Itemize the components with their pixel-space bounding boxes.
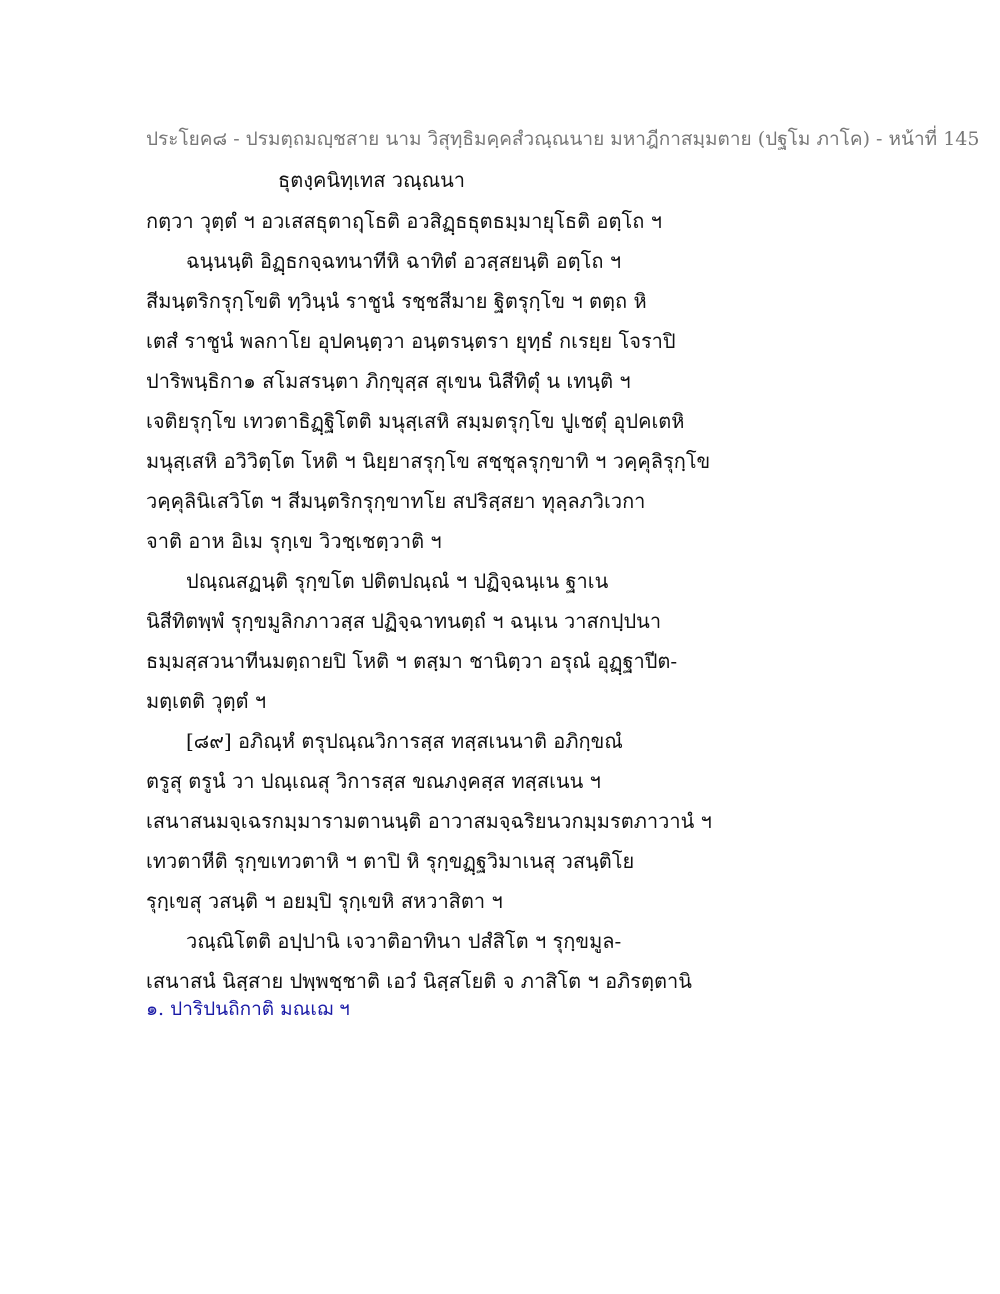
body-line: เสนาสนํ นิสฺสาย ปพฺพชฺชาติ เอวํ นิสฺสโยติ จ ภาสิโต ฯ อภิรตฺตานิ [146, 969, 692, 993]
body-line: วณฺณิโตติ อปฺปานิ เจวาติอาทินา ปสํสิโต ฯ รุกฺขมูล- [186, 929, 622, 953]
body-line: เจติยรุกฺโข เทวตาธิฏฺฐิโตติ มนุสฺเสหิ สมฺมตรุกฺโข ปูเชตุํ อุปคเตหิ [146, 409, 685, 433]
body-line: [๘๙] อภิณฺหํ ตรุปณฺณวิการสฺส ทสฺสเนนาติ อภิกฺขณํ [186, 729, 623, 753]
body-line: จาติ อาห อิเม รุกฺเข วิวชฺเชตฺวาติ ฯ [146, 529, 442, 553]
body-line: กตฺวา วุตฺตํ ฯ อวเสสธุตาฤุโธติ อวสิฏฺธธุตธมฺมายุโธติ อตฺโถ ฯ [146, 209, 662, 233]
body-line: ปณฺณสฏนฺติ รุกฺขโต ปติตปณฺณํ ฯ ปฏิจฺฉนฺเน ฐาเน [186, 569, 609, 593]
running-header: ประโยค๘ - ปรมตฺถมญฺชสาย นาม วิสุทฺธิมคฺคสํวณฺณนาย มหาฎีกาสมฺมตาย (ปฐโม ภาโค) - หน้าที่ 145 [146, 128, 980, 150]
body-line: ตรูสุ ตรูนํ วา ปณฺเณสุ วิการสฺส ขณภงฺคสฺส ทสฺสเนน ฯ [146, 769, 601, 793]
body-line: เสนาสนมจฺเฉรกมฺมารามตานนฺติ อาวาสมจฺฉริยนวกมฺมรตภาวานํ ฯ [146, 809, 712, 833]
body-line: ฉนฺนนฺติ อิฏฺธกจฺฉทนาทีหิ ฉาทิตํ อวสฺสยนฺติ อตฺโถ ฯ [186, 249, 622, 273]
section-heading: ธุตงฺคนิทฺเทส วณฺณนา [278, 168, 466, 192]
body-line: ปาริพนฺธิกา๑ สโมสรนฺตา ภิกฺขุสฺส สุเขน นิสีทิตุํ น เทนฺติ ฯ [146, 369, 631, 393]
body-line: สีมนฺตริกรุกฺโขติ ทฺวินฺนํ ราชูนํ รชฺชสีมาย ฐิตรุกฺโข ฯ ตตฺถ หิ [146, 289, 647, 313]
body-line: นิสีทิตพฺพํ รุกฺขมูลิกภาวสฺส ปฏิจฺฉาทนตฺถํ ฯ ฉนฺเน วาสกปฺปนา [146, 609, 662, 633]
body-line: เตสํ ราชูนํ พลกาโย อุปคนฺตฺวา อนฺตรนฺตรา ยุทฺธํ กเรยฺย โจราปิ [146, 329, 676, 353]
footnote: ๑. ปาริปนถิกาติ มณเฌ ฯ [146, 998, 350, 1020]
body-line: เทวตาหีติ รุกฺขเทวตาหิ ฯ ตาปิ หิ รุกฺขฏฺฐวิมาเนสุ วสนฺติโย [146, 849, 635, 873]
body-line: รุกฺเขสุ วสนฺติ ฯ อยมฺปิ รุกฺเขหิ สหวาสิตา ฯ [146, 889, 503, 913]
body-line: วคฺคุลินิเสวิโต ฯ สีมนฺตริกรุกฺขาทโย สปริสฺสยา ทุลฺลภวิเวกา [146, 489, 646, 513]
body-line: มนุสฺเสหิ อวิวิตฺโต โหติ ฯ นิยฺยาสรุกฺโข สชฺชุลรุกฺขาทิ ฯ วคฺคุลิรุกฺโข [146, 449, 711, 473]
body-line: มตฺเตติ วุตฺตํ ฯ [146, 689, 267, 713]
body-line: ธมฺมสฺสวนาทีนมตฺถายปิ โหติ ฯ ตสฺมา ชานิตฺวา อรุณํ อุฏฺฐาปีต- [146, 649, 678, 673]
